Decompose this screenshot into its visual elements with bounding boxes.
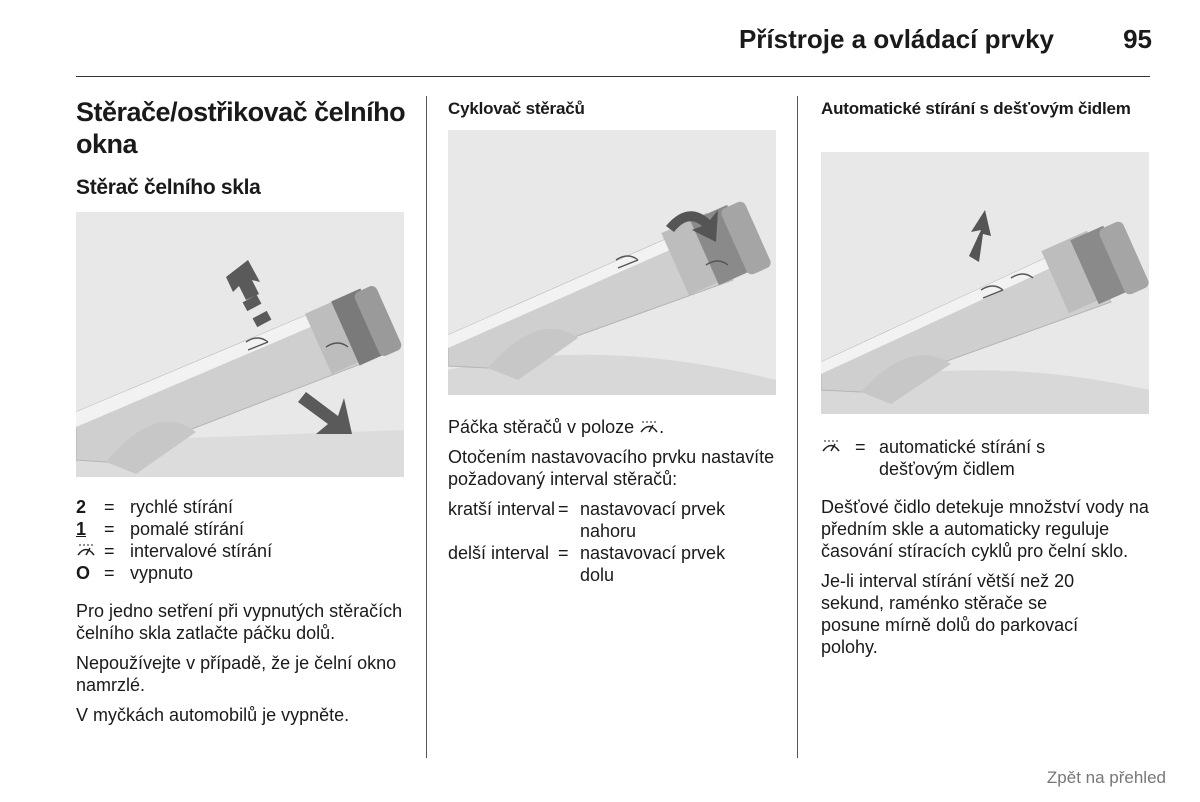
legend-text: rychlé stírání [130,497,234,517]
legend-text: intervalové stírání [130,541,273,561]
legend-eq: = [104,563,115,583]
legend-text: vypnuto [130,563,194,583]
definition-term: kratší interval [448,499,556,519]
legend-text: automatické stírání s dešťovým čidlem [879,437,1046,479]
header-divider [76,76,1150,77]
position-text: Páčka stěračů v poloze [448,417,635,437]
legend-eq: = [104,541,115,561]
legend-item [76,562,416,584]
column-divider-1 [426,96,427,758]
paragraph: V myčkách automobilů je vypněte. [76,705,350,725]
legend-item [76,518,416,540]
paragraph: Otočením nastavovacího prvku nastavíte požadovaný interval stěračů: [448,447,775,489]
legend-item [76,540,416,562]
legend-key: O [76,563,91,583]
legend-text: pomalé stírání [130,519,245,539]
legend-eq: = [855,437,866,457]
sub-heading: Stěrač čelního skla [76,176,261,199]
rain-sensor-illustration [821,152,1149,414]
legend-list [76,496,416,584]
definition-value: nastavovací prvek nahoru [580,499,726,541]
paragraph: Je-li interval stírání větší než 20 sekund, raménko stěrače se posune mírně dolů do parkovací polohy. [821,571,1079,657]
definition-row [448,498,783,542]
col1-body [76,600,406,734]
rain-sensor-icon [821,436,855,480]
column-heading: Cyklovač stěračů [448,99,585,118]
legend-key: 2 [76,497,87,517]
col2-body [448,416,783,586]
legend-eq: = [104,497,115,517]
col3-body [821,496,1156,666]
legend-key: 1 [76,519,87,539]
definition-value: nastavovací prvek dolu [580,543,726,585]
definition-eq: = [558,499,569,519]
chapter-heading: Stěrače/ostřikovač čelního okna [76,97,406,159]
page-number: 95 [1123,24,1152,54]
paragraph: Pro jedno setření při vypnutých stěračích čelního skla zatlačte páčku dolů. [76,601,403,643]
interval-wiper-icon [76,540,104,562]
paragraph: Nepoužívejte v případě, že je čelní okno namrzlé. [76,653,397,695]
definition-term: delší interval [448,543,550,563]
legend-item [76,496,416,518]
paragraph: Dešťové čidlo detekuje množství vody na předním skle a automaticky reguluje časování stíracích cyklů pro čelní sklo. [821,497,1149,561]
wiper-lever-illustration [76,212,404,477]
legend-eq: = [104,519,115,539]
column-divider-2 [797,96,798,758]
section-title: Přístroje a ovládací prvky [738,24,1054,54]
interval-adjust-illustration [448,130,776,395]
column-heading: Automatické stírání s dešťovým čidlem [821,99,1131,118]
paragraph [448,416,783,438]
definition-eq: = [558,543,569,563]
sentence-end: . [659,417,665,437]
interval-wiper-icon [639,420,659,434]
col3-legend [821,436,1141,480]
back-to-overview-link[interactable]: Zpět na přehled [1046,768,1166,787]
definition-row [448,542,783,586]
